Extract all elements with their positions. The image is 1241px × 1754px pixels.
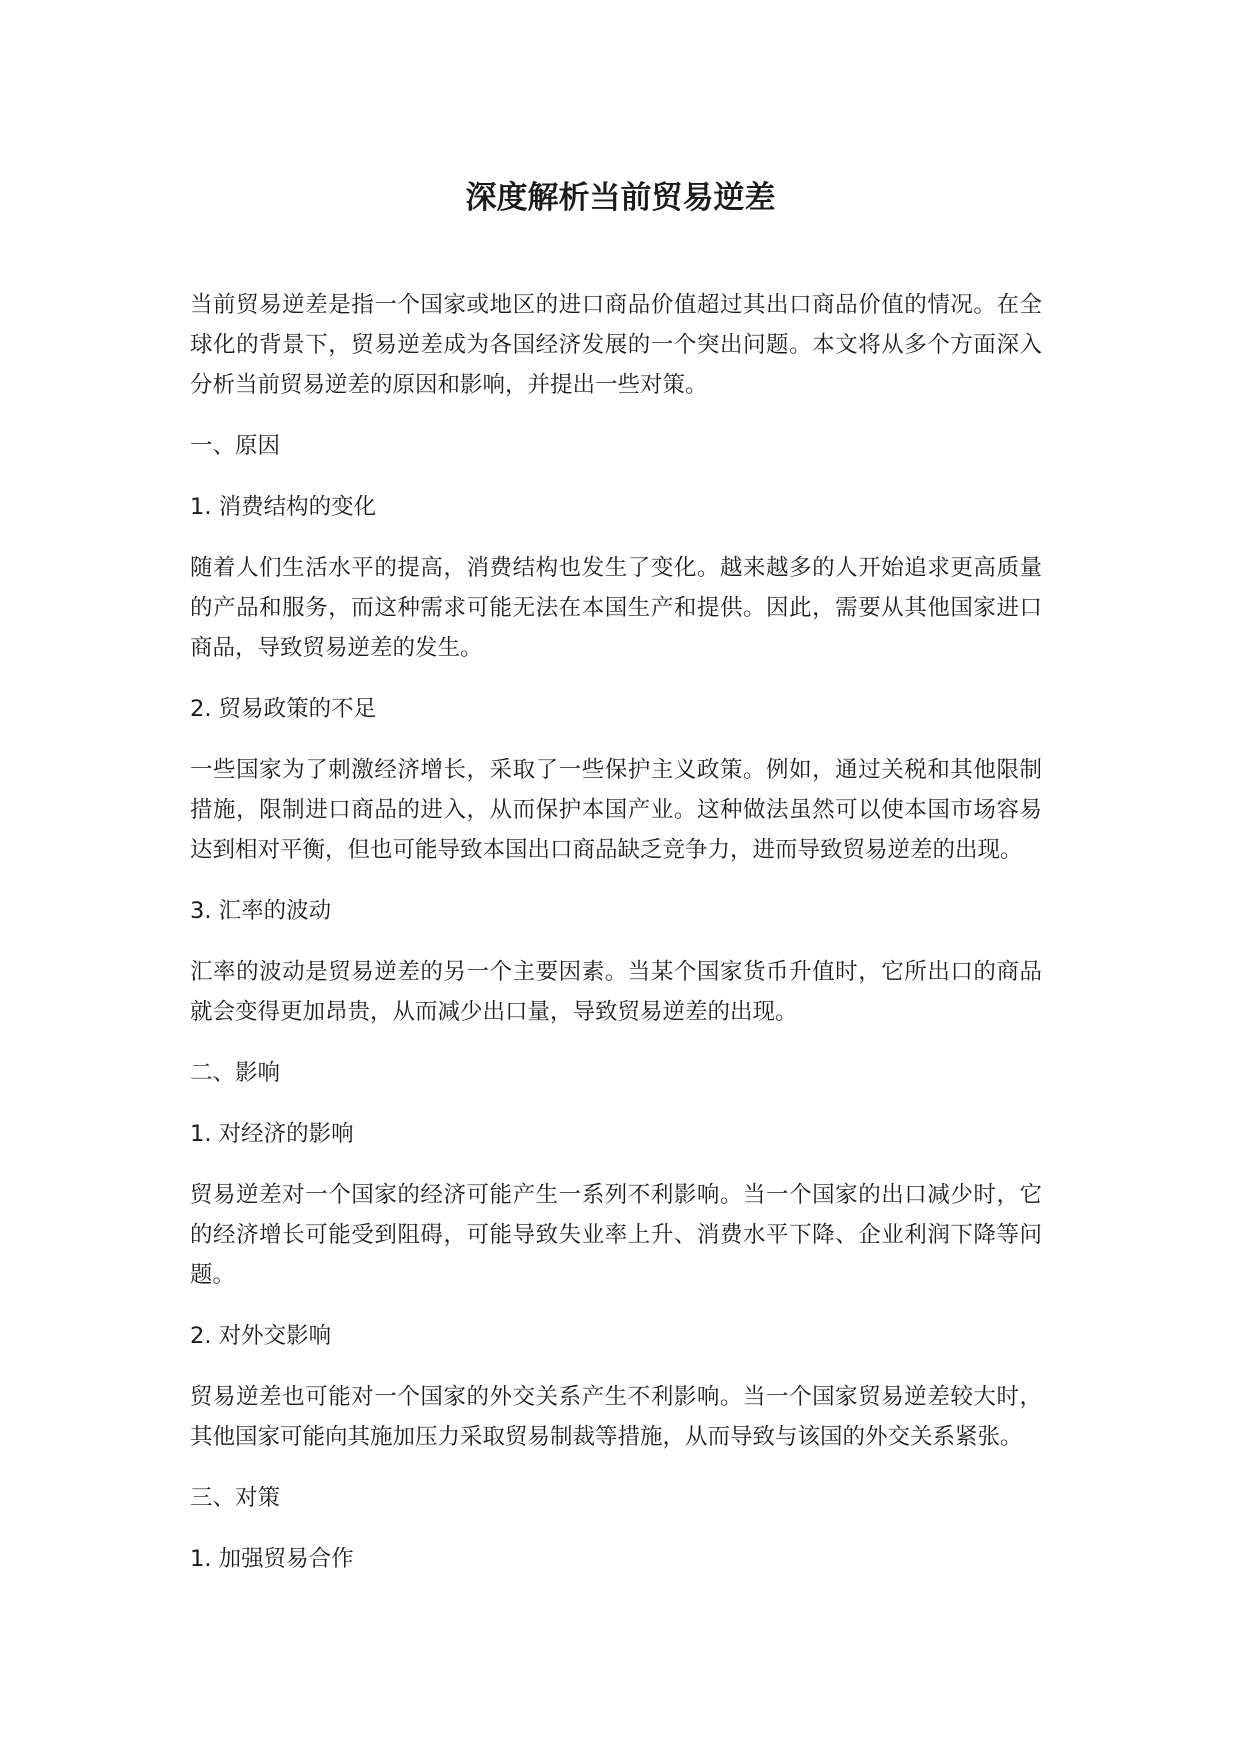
section-heading-impacts: 二、影响: [190, 1060, 281, 1086]
subheading-consumption-structure: 1. 消费结构的变化: [190, 494, 377, 520]
subheading-exchange-rate: 3. 汇率的波动: [190, 898, 332, 924]
paragraph-diplomatic-impact: 贸易逆差也可能对一个国家的外交关系产生不利影响。当一个国家贸易逆差较大时，其他国家可能向其施加压力采取贸易制裁等措施，从而导致与该国的外交关系紧张。: [190, 1384, 1042, 1450]
paragraph-consumption-structure: 随着人们生活水平的提高，消费结构也发生了变化。越来越多的人开始追求更高质量的产品和服务，而这种需求可能无法在本国生产和提供。因此，需要从其他国家进口商品，导致贸易逆差的发生。: [190, 555, 1042, 661]
paragraph-economic-impact: 贸易逆差对一个国家的经济可能产生一系列不利影响。当一个国家的出口减少时，它的经济增长可能受到阻碍，可能导致失业率上升、消费水平下降、企业利润下降等问题。: [190, 1182, 1042, 1288]
document-title: 深度解析当前贸易逆差: [465, 180, 776, 216]
subheading-trade-policy: 2. 贸易政策的不足: [190, 696, 377, 722]
section-heading-countermeasures: 三、对策: [190, 1485, 281, 1511]
paragraph-exchange-rate: 汇率的波动是贸易逆差的另一个主要因素。当某个国家货币升值时，它所出口的商品就会变得更加昂贵，从而减少出口量，导致贸易逆差的出现。: [190, 959, 1042, 1025]
subheading-diplomatic-impact: 2. 对外交影响: [190, 1323, 332, 1349]
intro-paragraph: 当前贸易逆差是指一个国家或地区的进口商品价值超过其出口商品价值的情况。在全球化的背景下，贸易逆差成为各国经济发展的一个突出问题。本文将从多个方面深入分析当前贸易逆差的原因和影响，并提出一些对策。: [190, 292, 1042, 398]
paragraph-trade-policy: 一些国家为了刺激经济增长，采取了一些保护主义政策。例如，通过关税和其他限制措施，限制进口商品的进入，从而保护本国产业。这种做法虽然可以使本国市场容易达到相对平衡，但也可能导致本国出口商品缺乏竞争力，进而导致贸易逆差的出现。: [190, 757, 1042, 863]
subheading-trade-cooperation: 1. 加强贸易合作: [190, 1546, 354, 1572]
document-body: [190, 285, 1042, 1600]
section-heading-causes: 一、原因: [190, 433, 281, 459]
subheading-economic-impact: 1. 对经济的影响: [190, 1121, 354, 1147]
